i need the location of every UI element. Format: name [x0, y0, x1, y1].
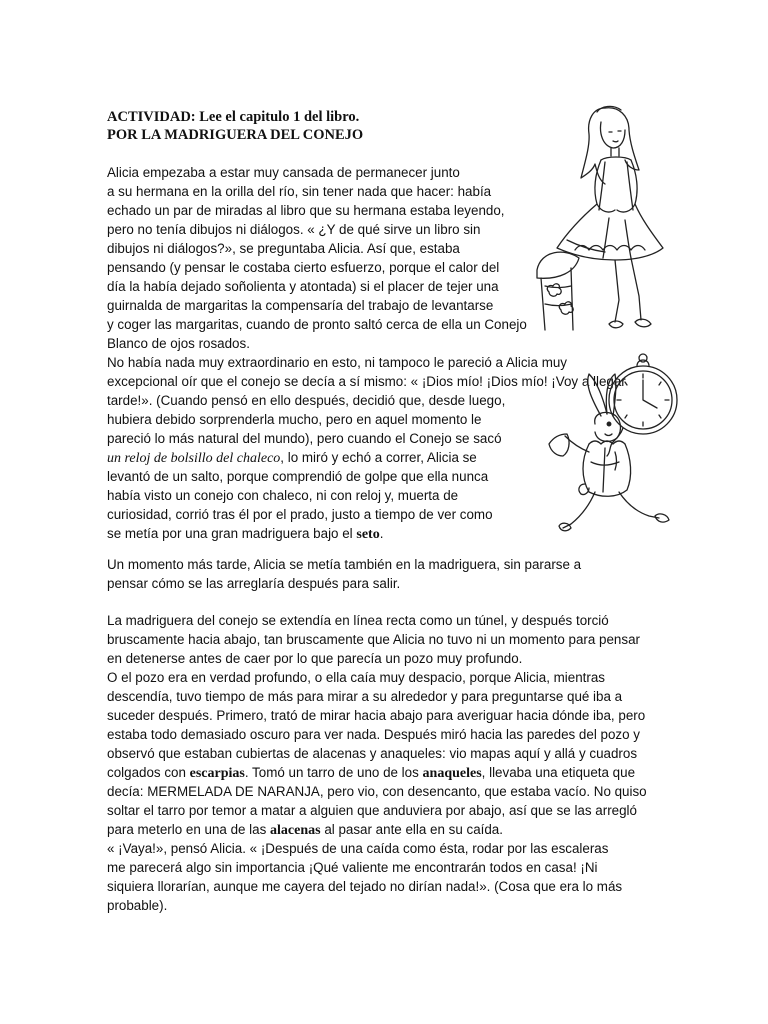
- paragraph-line: « ¡Vaya!», pensó Alicia. « ¡Después de una caída como ésta, rodar por las escaleras: [107, 841, 609, 856]
- paragraph-line: echado un par de miradas al libro que su hermana estaba leyendo,: [107, 203, 505, 218]
- paragraph-line: estaba todo demasiado oscuro para ver nada. Después miró hacia las paredes del pozo y: [107, 727, 640, 742]
- paragraph-line: probable).: [107, 898, 168, 913]
- paragraph-line: Un momento más tarde, Alicia se metía también en la madriguera, sin pararse a: [107, 557, 582, 572]
- paragraph-line: [107, 449, 477, 468]
- bold-word: anaqueles: [422, 766, 482, 781]
- paragraph-line: soltar el tarro por temor a matar a alguien que anduviera por abajo, así que se las arregló: [107, 803, 637, 818]
- chapter-title: POR LA MADRIGUERA DEL CONEJO: [107, 127, 364, 143]
- alice-sitting-illustration: [535, 100, 665, 335]
- paragraph-line: y coger las margaritas, cuando de pronto saltó cerca de ella un Conejo: [107, 317, 527, 332]
- paragraph-line: en detenerse antes de caer por lo que parecía un pozo muy profundo.: [107, 651, 523, 666]
- paragraph-line: tarde!». (Cuando pensó en ello después, decidió que, desde luego,: [107, 393, 506, 408]
- paragraph-line: pareció lo más natural del mundo), pero cuando el Conejo se sacó: [107, 431, 502, 446]
- bold-word: alacenas: [270, 823, 321, 838]
- paragraph-line: No había nada muy extraordinario en esto, ni tampoco le pareció a Alicia muy: [107, 355, 568, 370]
- paragraph-line: pensando (y pensar le costaba cierto esfuerzo, porque el calor del: [107, 260, 500, 275]
- paragraph-line: levantó de un salto, porque comprendió de golpe que ella nunca: [107, 469, 489, 484]
- line-text: para meterlo en una de las: [107, 822, 271, 837]
- line-text: al pasar ante ella en su caída.: [320, 822, 503, 837]
- line-text: se metía por una gran madriguera bajo el: [107, 526, 357, 541]
- bold-word: seto: [356, 527, 380, 542]
- paragraph-line: observó que estaban cubiertas de alacenas y anaqueles: vio mapas aquí y allá y cuadros: [107, 746, 638, 761]
- paragraph-line: dibujos ni diálogos?», se preguntaba Alicia. Así que, estaba: [107, 241, 460, 256]
- paragraph-line: O el pozo era en verdad profundo, o ella caía muy despacio, porque Alicia, mientras: [107, 670, 605, 685]
- white-rabbit-pocket-watch-illustration: [545, 352, 685, 542]
- paragraph-line: siquiera llorarían, aunque me cayera del tejado no dirían nada!». (Cosa que era lo más: [107, 879, 623, 894]
- line-text: , llevaba una etiqueta que: [481, 765, 636, 780]
- paragraph-line: excepcional oír que el conejo se decía a sí mismo: « ¡Dios mío! ¡Dios mío! ¡Voy a llegar: [107, 374, 626, 389]
- line-text: , lo miró y echó a correr, Alicia se: [280, 450, 477, 465]
- paragraph-line: [107, 764, 635, 783]
- paragraph-line: pero no tenía dibujos ni diálogos. « ¿Y de qué sirve un libro sin: [107, 222, 481, 237]
- bold-word: escarpias: [189, 766, 245, 781]
- paragraph-line: decía: MERMELADA DE NARANJA, pero vio, con desencanto, que estaba vacío. No quiso: [107, 784, 647, 799]
- paragraph-line: día la había dejado soñolienta y atontada) si el placer de tejer una: [107, 279, 499, 294]
- paragraph-line: a su hermana en la orilla del río, sin tener nada que hacer: había: [107, 184, 492, 199]
- line-text: . Tomó un tarro de uno de los: [244, 765, 423, 780]
- paragraph-line: [107, 821, 503, 840]
- paragraph-line: bruscamente hacia abajo, tan bruscamente que Alicia no tuvo ni un momento para pensar: [107, 632, 640, 647]
- paragraph-line: guirnalda de margaritas la compensaría del trabajo de levantarse: [107, 298, 494, 313]
- paragraph-line: había visto un conejo con chaleco, ni con reloj y, muerta de: [107, 488, 459, 503]
- paragraph-line: Blanco de ojos rosados.: [107, 336, 250, 351]
- paragraph-line: pensar cómo se las arreglaría después para salir.: [107, 576, 401, 591]
- paragraph-line: La madriguera del conejo se extendía en línea recta como un túnel, y después torció: [107, 613, 609, 628]
- paragraph-line: Alicia empezaba a estar muy cansada de permanecer junto: [107, 165, 460, 180]
- activity-heading: [107, 108, 359, 126]
- paragraph-line: [107, 525, 383, 544]
- paragraph-line: suceder después. Primero, trató de mirar hacia abajo para averiguar hacia dónde iba, pero: [107, 708, 646, 723]
- paragraph-line: descendía, tuvo tiempo de más para mirar a su alrededor y para preguntarse qué iba a: [107, 689, 623, 704]
- line-text: colgados con: [107, 765, 190, 780]
- paragraph-line: hubiera debido sorprenderla mucho, pero en aquel momento le: [107, 412, 482, 427]
- paragraph-line: curiosidad, corrió tras él por el prado, justo a tiempo de ver como: [107, 507, 493, 522]
- italic-phrase: un reloj de bolsillo del chaleco: [107, 451, 281, 466]
- paragraph-line: me parecerá algo sin importancia ¡Qué valiente me encontrarán todos en casa! ¡Ni: [107, 860, 598, 875]
- line-text: .: [379, 526, 384, 541]
- activity-prefix: ACTIVIDAD:: [107, 109, 200, 125]
- activity-instruction: Lee el capitulo 1 del libro.: [199, 109, 360, 125]
